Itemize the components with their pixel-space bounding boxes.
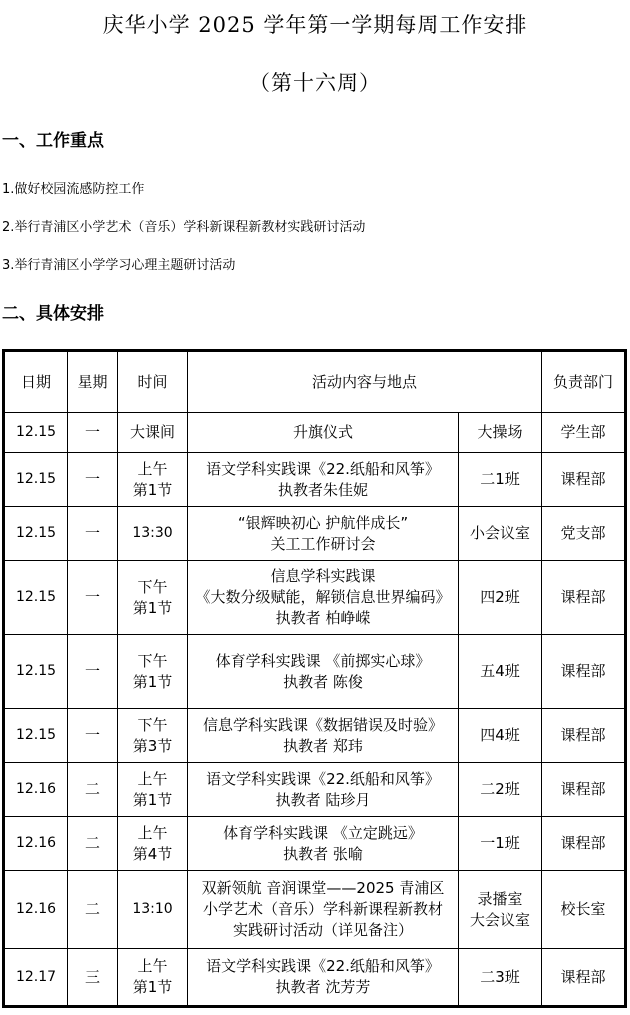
cell-location	[459, 561, 542, 635]
header-activity: 活动内容与地点	[188, 351, 542, 413]
cell-line: 第1节	[132, 598, 173, 617]
cell-location	[459, 453, 542, 507]
cell-department: 课程部	[542, 817, 626, 871]
cell-department: 课程部	[542, 709, 626, 763]
cell-activity	[188, 709, 459, 763]
cell-time	[118, 871, 188, 949]
cell-line: 语文学科实践课《22.纸船和风筝》	[206, 459, 440, 478]
section-heading-schedule: 二、具体安排	[2, 304, 104, 324]
cell-department: 课程部	[542, 453, 626, 507]
cell-time	[118, 709, 188, 763]
cell-line: 四2班	[480, 588, 520, 606]
header-date: 日期	[4, 351, 68, 413]
cell-line: 第1节	[132, 978, 173, 996]
cell-location	[459, 709, 542, 763]
cell-line: 13:30	[132, 525, 173, 541]
cell-date: 12.15	[4, 561, 68, 635]
cell-line: 语文学科实践课《22.纸船和风筝》	[206, 957, 440, 975]
cell-line: 上午	[137, 459, 168, 478]
cell-line: 大会议室	[470, 910, 531, 929]
cell-line: 小会议室	[470, 524, 531, 542]
cell-weekday: 一	[68, 453, 118, 507]
cell-line: 上午	[137, 769, 168, 788]
cell-line: 第1节	[132, 480, 173, 499]
cell-time	[118, 635, 188, 709]
header-time: 时间	[118, 351, 188, 413]
cell-weekday: 一	[68, 635, 118, 709]
cell-line: 13:10	[132, 901, 173, 917]
week-subtitle: （第十六周）	[249, 71, 381, 95]
cell-line: 语文学科实践课《22.纸船和风筝》	[206, 769, 440, 788]
table-row	[4, 507, 626, 561]
cell-department: 课程部	[542, 949, 626, 1007]
cell-activity	[188, 763, 459, 817]
cell-line: 执教者 沈芳芳	[275, 978, 371, 996]
cell-location	[459, 507, 542, 561]
cell-location	[459, 949, 542, 1007]
cell-department: 校长室	[542, 871, 626, 949]
cell-line: 执教者 陈俊	[283, 672, 363, 691]
cell-location	[459, 635, 542, 709]
cell-weekday: 一	[68, 413, 118, 453]
cell-activity	[188, 817, 459, 871]
cell-time	[118, 453, 188, 507]
cell-activity	[188, 635, 459, 709]
cell-weekday: 二	[68, 817, 118, 871]
cell-department: 课程部	[542, 635, 626, 709]
cell-weekday: 二	[68, 763, 118, 817]
cell-line: 执教者 郑玮	[283, 736, 363, 755]
cell-line: 实践研讨活动（详见备注）	[232, 921, 413, 939]
cell-time	[118, 763, 188, 817]
cell-activity	[188, 949, 459, 1007]
cell-date: 12.15	[4, 507, 68, 561]
cell-time	[118, 507, 188, 561]
cell-department: 课程部	[542, 561, 626, 635]
table-row	[4, 635, 626, 709]
cell-location	[459, 763, 542, 817]
cell-line: 信息学科实践课	[270, 567, 376, 585]
cell-date: 12.15	[4, 413, 68, 453]
document-title: 庆华小学 2025 学年第一学期每周工作安排	[102, 13, 528, 37]
cell-time	[118, 561, 188, 635]
cell-date: 12.16	[4, 871, 68, 949]
cell-line: 上午	[137, 823, 168, 842]
cell-line: 二1班	[480, 470, 520, 488]
cell-line: 执教者 张喻	[283, 844, 363, 863]
cell-line: 第1节	[132, 672, 173, 691]
cell-line: 上午	[137, 957, 168, 975]
cell-weekday: 一	[68, 561, 118, 635]
table-row	[4, 453, 626, 507]
table-row	[4, 561, 626, 635]
cell-line: 下午	[137, 577, 168, 596]
cell-department: 学生部	[542, 413, 626, 453]
cell-location	[459, 413, 542, 453]
table-header-row	[4, 351, 626, 413]
cell-line: 关工工作研讨会	[270, 534, 376, 553]
cell-line: 大操场	[477, 423, 523, 441]
table-row	[4, 871, 626, 949]
cell-line: 第4节	[132, 844, 173, 863]
cell-activity	[188, 453, 459, 507]
cell-time	[118, 817, 188, 871]
cell-date: 12.15	[4, 709, 68, 763]
table-row	[4, 817, 626, 871]
cell-date: 12.16	[4, 763, 68, 817]
cell-time	[118, 949, 188, 1007]
cell-line: 体育学科实践课 《前掷实心球》	[215, 651, 431, 670]
header-weekday: 星期	[68, 351, 118, 413]
cell-location	[459, 817, 542, 871]
cell-line: “银辉映初心 护航伴成长”	[237, 513, 409, 532]
focus-item: 1.做好校园流感防控工作	[2, 182, 145, 197]
cell-activity	[188, 413, 459, 453]
cell-line: 一1班	[480, 834, 520, 852]
header-department: 负责部门	[542, 351, 626, 413]
cell-line: 升旗仪式	[292, 423, 353, 441]
cell-line: 二3班	[480, 967, 520, 986]
cell-line: 二2班	[480, 780, 520, 798]
cell-line: 五4班	[480, 662, 520, 680]
cell-line: 信息学科实践课《数据错误及时验》	[202, 715, 443, 734]
section-heading-focus: 一、工作重点	[2, 131, 104, 151]
cell-department: 课程部	[542, 763, 626, 817]
cell-line: 执教者 柏峥嵘	[275, 609, 371, 627]
cell-date: 12.17	[4, 949, 68, 1007]
cell-line: 《大数分级赋能，解锁信息世界编码》	[195, 588, 451, 606]
table-row	[4, 413, 626, 453]
cell-activity	[188, 871, 459, 949]
cell-weekday: 二	[68, 871, 118, 949]
cell-date: 12.16	[4, 817, 68, 871]
focus-item: 3.举行青浦区小学学习心理主题研讨活动	[2, 258, 236, 273]
cell-time	[118, 413, 188, 453]
table-row	[4, 709, 626, 763]
cell-date: 12.15	[4, 453, 68, 507]
cell-weekday: 一	[68, 507, 118, 561]
cell-line: 第1节	[132, 790, 173, 809]
cell-department: 党支部	[542, 507, 626, 561]
table-row	[4, 949, 626, 1007]
cell-line: 体育学科实践课 《立定跳远》	[223, 823, 423, 842]
cell-line: 第3节	[132, 736, 173, 755]
cell-line: 大课间	[129, 423, 175, 441]
cell-line: 下午	[137, 651, 168, 670]
cell-date: 12.15	[4, 635, 68, 709]
cell-weekday: 三	[68, 949, 118, 1007]
cell-line: 执教者朱佳妮	[277, 480, 368, 499]
cell-line: 小学艺术（音乐）学科新课程新教材	[202, 900, 443, 918]
cell-weekday: 一	[68, 709, 118, 763]
cell-location	[459, 871, 542, 949]
cell-line: 四4班	[480, 726, 520, 744]
cell-line: 双新领航 音润课堂——2025 青浦区	[201, 879, 445, 897]
focus-item: 2.举行青浦区小学艺术（音乐）学科新课程新教材实践研讨活动	[2, 220, 366, 235]
cell-line: 执教者 陆珍月	[275, 790, 371, 809]
table-row	[4, 763, 626, 817]
cell-activity	[188, 507, 459, 561]
schedule-table	[2, 349, 627, 1008]
cell-line: 录播室	[477, 889, 523, 908]
cell-activity	[188, 561, 459, 635]
cell-line: 下午	[137, 715, 168, 734]
